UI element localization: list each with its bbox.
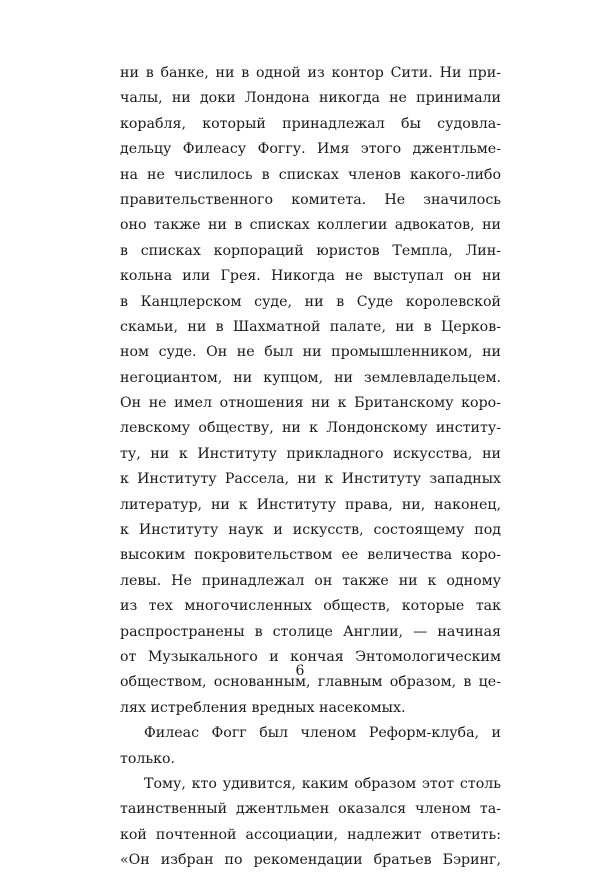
text-line: к Институту Рассела, ни к Институту западных <box>120 471 501 488</box>
text-line: в списках корпораций юристов Темпла, Лин- <box>120 242 501 259</box>
text-line: на не числилось в списках членов какого-либо <box>120 166 501 183</box>
page-number: 6 <box>295 663 305 679</box>
text-line: правительственного комитета. Не значилось <box>120 191 501 208</box>
text-line: Филеас Фогг был членом Реформ-клуба, и <box>144 725 501 742</box>
text-line: чалы, ни доки Лондона никогда не принимали <box>120 90 501 107</box>
text-line: кой почтенной ассоциации, надлежит ответить: <box>120 826 501 843</box>
text-line: в Канцлерском суде, ни в Суде королевской <box>120 293 501 310</box>
text-line: только. <box>120 750 176 767</box>
text-line: ту, ни к Институту прикладного искусства, ни <box>120 445 501 462</box>
text-line: ни в банке, ни в одной из контор Сити. Ни при- <box>120 65 501 81</box>
text-line: от Музыкального и кончая Энтомологическим <box>120 648 501 665</box>
text-line: «Он избран по рекомендации братьев Бэринг, <box>120 852 501 869</box>
text-line: скамьи, ни в Шахматной палате, ни в Церков- <box>120 318 501 335</box>
text-column <box>120 61 501 874</box>
text-line: из тех многочисленных обществ, которые так <box>120 598 501 615</box>
paragraph-3 <box>120 772 501 874</box>
text-line: Тому, кто удивится, каким образом этот столь <box>144 775 501 792</box>
text-line: левы. Не принадлежал он также ни к одному <box>120 572 501 589</box>
text-line: литератур, ни к Институту права, ни, наконец, <box>120 496 501 513</box>
paragraph-1 <box>120 61 501 721</box>
text-line: таинственный джентльмен оказался членом та- <box>120 801 501 818</box>
text-line: распространены в столице Англии, — начиная <box>120 623 501 640</box>
text-line: Он не имел отношения ни к Британскому коро- <box>120 395 501 412</box>
text-line: к Институту наук и искусств, состоящему под <box>120 522 501 539</box>
text-line: негоциантом, ни купцом, ни землевладельцем. <box>120 369 501 386</box>
text-line: левскому обществу, ни к Лондонскому институ- <box>120 420 501 437</box>
text-line: высоким покровительством ее величества коро- <box>120 547 501 564</box>
text-line: лях истребления вредных насекомых. <box>120 699 406 716</box>
paragraph-2 <box>120 721 501 772</box>
text-line: оно также ни в списках коллегии адвокатов, ни <box>120 217 501 234</box>
text-line: ном суде. Он не был ни промышленником, ни <box>120 344 501 361</box>
text-line: обществом, основанным, главным образом, в це- <box>120 674 501 691</box>
text-line: корабля, который принадлежал бы судовла- <box>120 115 501 132</box>
text-line: дельцу Филеасу Фоггу. Имя этого джентльме- <box>120 141 501 158</box>
text-line: кольна или Грея. Никогда не выступал он ни <box>120 268 501 285</box>
